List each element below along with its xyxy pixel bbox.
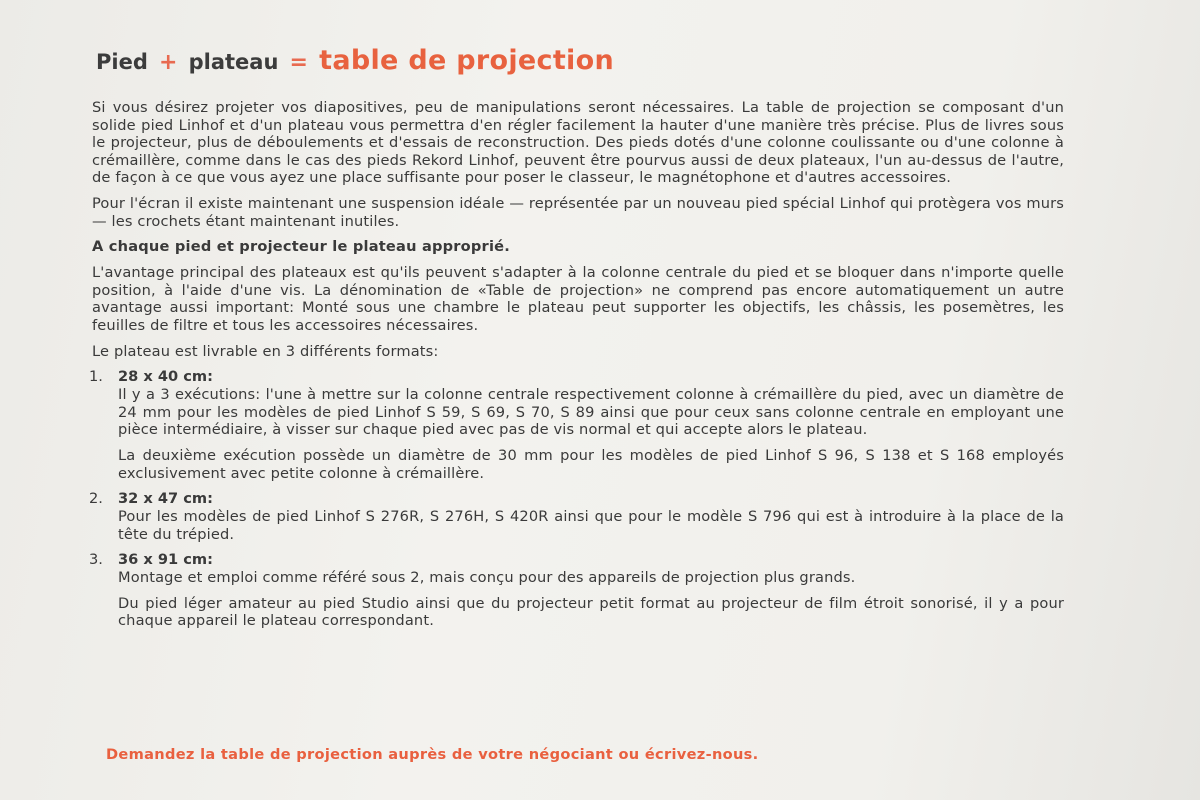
title-equals-sign: = — [289, 50, 308, 75]
footer-call-to-action: Demandez la table de projection auprès de votre négociant ou écrivez-nous. — [106, 746, 759, 763]
format-number: 3. — [89, 551, 103, 569]
section-subheading: A chaque pied et projecteur le plateau approprié. — [92, 238, 510, 256]
format-body — [118, 508, 1064, 543]
format-number: 2. — [89, 490, 103, 508]
intro-paragraph-2: Pour l'écran il existe maintenant une suspension idéale — représentée par un nouveau pied spécial Linhof qui protègera vos murs — les crochets étant maintenant inutiles. — [92, 194, 1064, 230]
body-paragraph-1: L'avantage principal des plateaux est qu'ils peuvent s'adapter à la colonne centrale du pied et se bloquer dans n'importe quelle position, à l'aide d'une vis. La dénomination de «Table de projection» ne comprend pas encore automatiquement un autre avantage aussi important: Monté sous une chambre le plateau peut supporter les objectifs, les châssis, les posemètres, les feuilles de filtre et tous les accessoires nécessaires. — [92, 264, 1064, 334]
title-highlight: table de projection — [319, 45, 614, 76]
intro-paragraph-1: Si vous désirez projeter vos diapositives, peu de manipulations seront nécessaires. La table de projection se composant d'un solide pied Linhof et d'un plateau vous permettra d'en régler facilement la hauter d'une manière très précise. Plus de livres sous le projecteur, plus de déboulements et d'essais de reconstruction. Des pieds dotés d'une colonne coulissante ou d'une colonne à crémaillère, comme dans le cas des pieds Rekord Linhof, peuvent être pourvus aussi de deux plateaux, l'un au-dessus de l'autre, de façon à ce que vous ayez une place suffisante pour poser le classeur, le magnétophone et d'autres accessoires. — [92, 99, 1064, 187]
format-paragraph: Montage et emploi comme référé sous 2, mais conçu pour des appareils de projection plus grands. — [118, 569, 856, 587]
format-item-3 — [89, 551, 1064, 630]
format-item-2 — [89, 490, 1064, 543]
format-body — [118, 386, 1064, 482]
format-body — [118, 569, 1064, 630]
format-paragraph: Du pied léger amateur au pied Studio ainsi que du projecteur petit format au projecteur de film étroit sonorisé, il y a pour chaque appareil le plateau correspondant. — [118, 594, 1064, 630]
title-word-plateau: plateau — [188, 50, 279, 74]
page-title — [96, 38, 1064, 78]
document-content — [89, 38, 1064, 638]
format-paragraph: Pour les modèles de pied Linhof S 276R, S 276H, S 420R ainsi que pour le modèle S 796 qui est à introduire à la place de la tête du trépied. — [118, 508, 1064, 543]
format-label: 36 x 91 cm: — [118, 551, 213, 569]
format-label: 28 x 40 cm: — [118, 368, 213, 386]
format-label: 32 x 47 cm: — [118, 490, 213, 508]
title-plus-sign: + — [159, 50, 178, 75]
format-item-1 — [89, 368, 1064, 482]
format-number: 1. — [89, 368, 103, 386]
body-paragraph-2: Le plateau est livrable en 3 différents formats: — [92, 342, 439, 360]
format-paragraph: La deuxième exécution possède un diamètre de 30 mm pour les modèles de pied Linhof S 96, S 138 et S 168 employés exclusivement avec petite colonne à crémaillère. — [118, 446, 1064, 482]
title-word-pied: Pied — [96, 50, 148, 74]
format-paragraph: Il y a 3 exécutions: l'une à mettre sur la colonne centrale respectivement colonne à crémaillère du pied, avec un diamètre de 24 mm pour les modèles de pied Linhof S 59, S 69, S 70, S 89 ainsi que pour ceux sans colonne centrale en employant une pièce intermédiaire, à visser sur chaque pied avec pas de vis normal et qui accepte alors le plateau. — [118, 386, 1064, 439]
